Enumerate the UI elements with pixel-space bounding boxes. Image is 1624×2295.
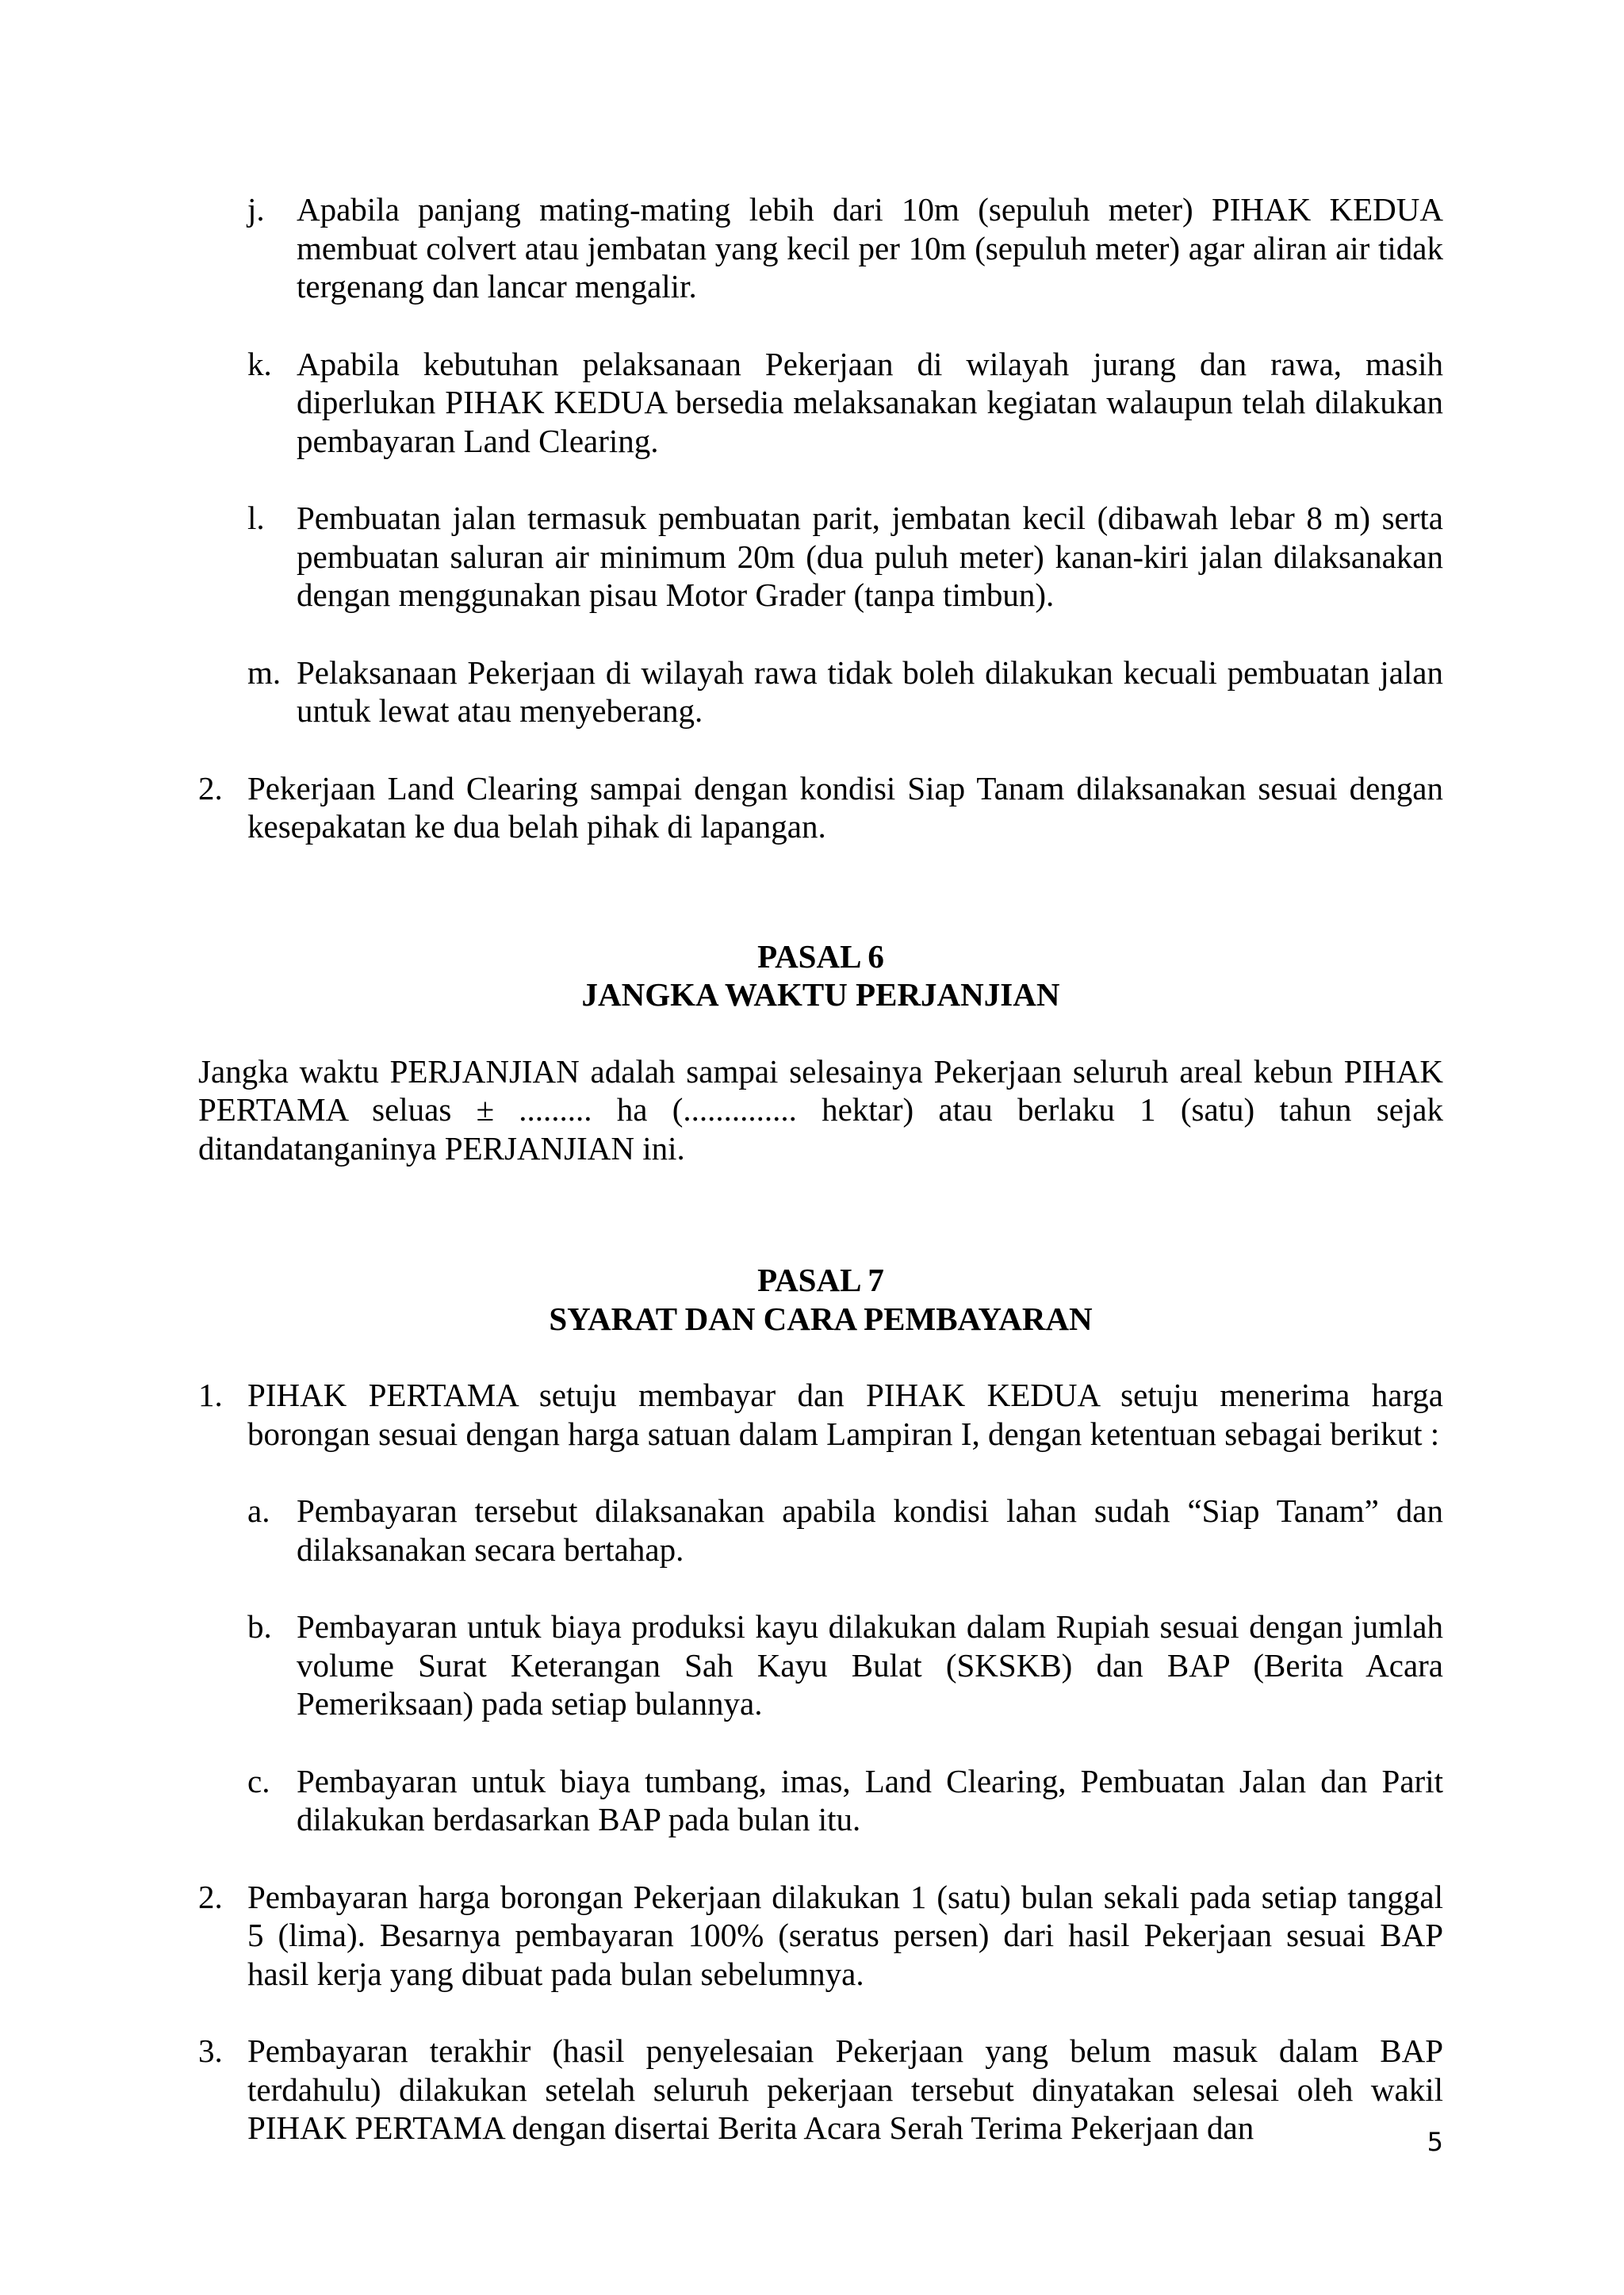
list-marker: 1.	[198, 1377, 223, 1413]
section-title: SYARAT DAN CARA PEMBAYARAN	[549, 1300, 1093, 1337]
list-item-2	[198, 1878, 1443, 1994]
list-marker: j.	[247, 191, 265, 228]
list-item-text: Pembuatan jalan termasuk pembuatan parit, jembatan kecil (dibawah lebar 8 m) serta pembuatan saluran air minimum 20m (dua puluh meter) kanan-kiri jalan dilaksanakan dengan menggunakan pisau Motor Grader (tanpa timbun).	[297, 500, 1443, 613]
list-item-b	[247, 1607, 1443, 1723]
list-item-text: Pembayaran tersebut dilaksanakan apabila kondisi lahan sudah “Siap Tanam” dan dilaksanakan secara bertahap.	[297, 1492, 1443, 1568]
list-item-c	[247, 1762, 1443, 1839]
list-item-text: Pekerjaan Land Clearing sampai dengan kondisi Siap Tanam dilaksanakan sesuai dengan kesepakatan ke dua belah pihak di lapangan.	[247, 769, 1443, 845]
list-marker: 3.	[198, 2033, 223, 2069]
page-content	[198, 190, 1443, 2147]
section-paragraph: Jangka waktu PERJANJIAN adalah sampai selesainya Pekerjaan seluruh areal kebun PIHAK PERTAMA seluas ± ......... ha (.............. hektar) atau berlaku 1 (satu) tahun sejak ditandatanganinya PERJANJIAN ini.	[198, 1052, 1443, 1167]
list-item-text: Pembayaran terakhir (hasil penyelesaian Pekerjaan yang belum masuk dalam BAP terdahulu) dilakukan setelah seluruh pekerjaan tersebut dinyatakan selesai oleh wakil PIHAK PERTAMA dengan disertai Berita Acara Serah Terima Pekerjaan dan	[247, 2033, 1443, 2146]
list-item-text: Apabila panjang mating-mating lebih dari 10m (sepuluh meter) PIHAK KEDUA membuat colvert atau jembatan yang kecil per 10m (sepuluh meter) agar aliran air tidak tergenang dan lancar mengalir.	[297, 191, 1443, 305]
list-marker: l.	[247, 500, 265, 536]
list-item-j	[247, 190, 1443, 306]
list-item-3	[198, 2032, 1443, 2147]
section-number: PASAL 7	[757, 1262, 884, 1298]
list-marker: c.	[247, 1762, 270, 1799]
list-item-text: Pembayaran untuk biaya produksi kayu dilakukan dalam Rupiah sesuai dengan jumlah volume Surat Keterangan Sah Kayu Bulat (SKSKB) dan BAP (Berita Acara Pemeriksaan) pada setiap bulannya.	[297, 1608, 1443, 1722]
list-item-1	[198, 1376, 1443, 1453]
list-item-text: PIHAK PERTAMA setuju membayar dan PIHAK KEDUA setuju menerima harga borongan sesuai dengan harga satuan dalam Lampiran I, dengan ketentuan sebagai berikut :	[247, 1377, 1443, 1452]
section-number: PASAL 6	[757, 937, 884, 975]
list-item-l	[247, 499, 1443, 615]
list-marker: a.	[247, 1492, 270, 1529]
section-title: JANGKA WAKTU PERJANJIAN	[581, 976, 1060, 1013]
list-item-text: Pelaksanaan Pekerjaan di wilayah rawa tidak boleh dilakukan kecuali pembuatan jalan untuk lewat atau menyeberang.	[297, 653, 1443, 729]
list-marker: m.	[247, 653, 282, 691]
list-item-text: Apabila kebutuhan pelaksanaan Pekerjaan di wilayah jurang dan rawa, masih diperlukan PIHAK KEDUA bersedia melaksanakan kegiatan walaupun telah dilakukan pembayaran Land Clearing.	[297, 345, 1443, 459]
page-number: 5	[1427, 2127, 1443, 2157]
list-item-k	[247, 345, 1443, 461]
list-item-m	[247, 653, 1443, 730]
list-marker: 2.	[198, 1878, 223, 1915]
list-item-a	[247, 1492, 1443, 1569]
list-marker: k.	[247, 345, 272, 382]
list-marker: b.	[247, 1608, 272, 1645]
list-item-text: Pembayaran untuk biaya tumbang, imas, Land Clearing, Pembuatan Jalan dan Parit dilakukan berdasarkan BAP pada bulan itu.	[297, 1762, 1443, 1837]
list-marker: 2.	[198, 769, 223, 807]
list-item-2	[198, 769, 1443, 846]
list-item-text: Pembayaran harga borongan Pekerjaan dilakukan 1 (satu) bulan sekali pada setiap tanggal 5 (lima). Besarnya pembayaran 100% (seratus persen) dari hasil Pekerjaan sesuai BAP hasil kerja yang dibuat pada bulan sebelumnya.	[247, 1878, 1443, 1992]
